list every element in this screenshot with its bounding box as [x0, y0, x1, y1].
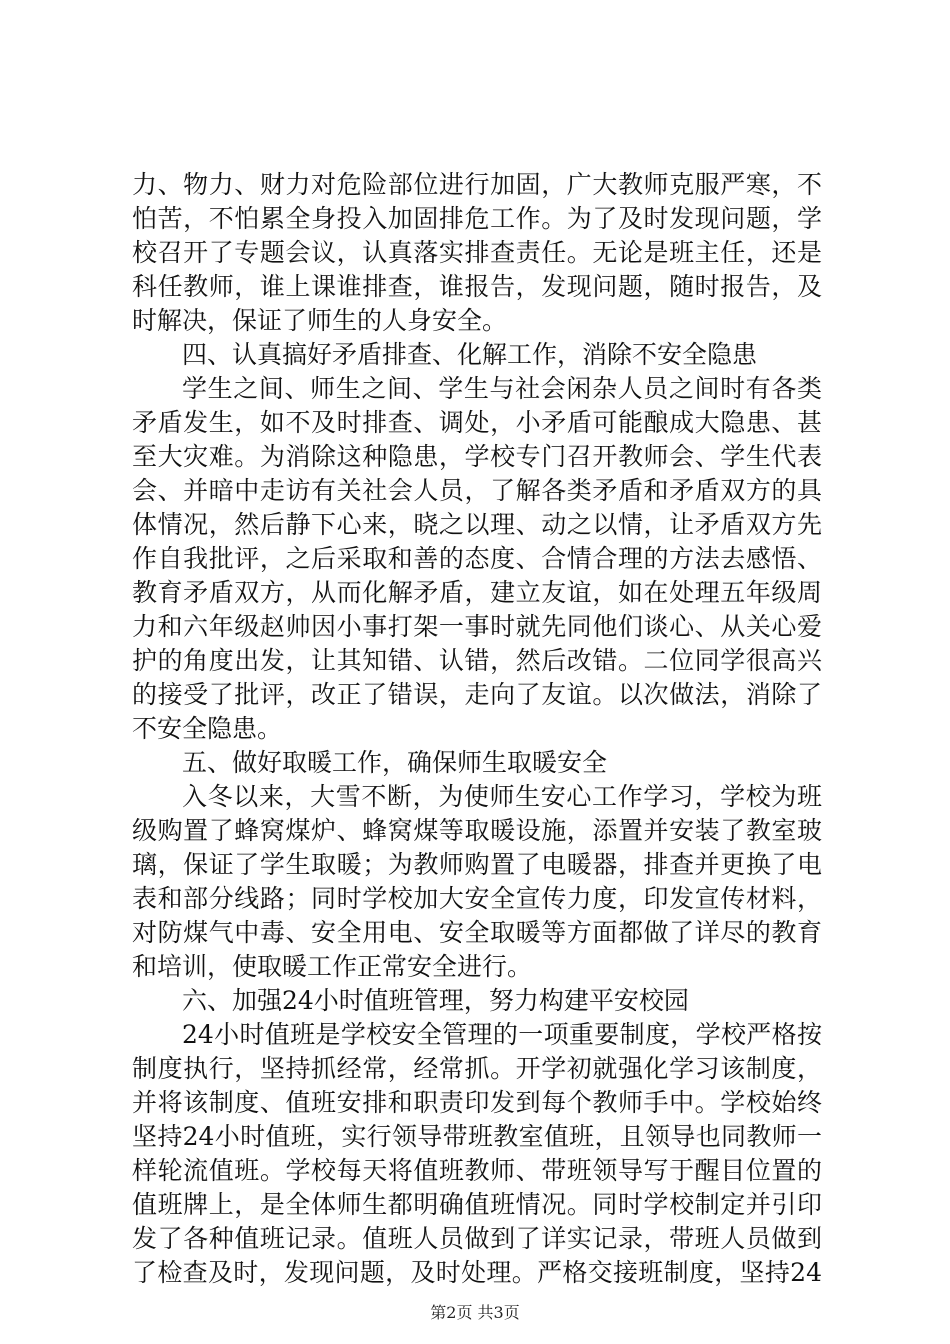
text-line: 力和六年级赵帅因小事打架一事时就先同他们谈心、从关心爱: [132, 612, 822, 641]
text-line: 教育矛盾双方，从而化解矛盾，建立友谊，如在处理五年级周: [132, 578, 822, 607]
section-heading-6: 六、加强24小时值班管理，努力构建平安校园: [182, 986, 689, 1015]
text-line: 制度执行，坚持抓经常，经常抓。开学初就强化学习该制度，: [132, 1054, 822, 1083]
text-line: 体情况，然后静下心来，晓之以理、动之以情，让矛盾双方先: [132, 510, 822, 539]
text-line: 会、并暗中走访有关社会人员，了解各类矛盾和矛盾双方的具: [132, 476, 822, 505]
text-line: 不安全隐患。: [132, 714, 283, 743]
text-line: 力、物力、财力对危险部位进行加固，广大教师克服严寒，不: [132, 170, 822, 199]
section-heading-5: 五、做好取暖工作，确保师生取暖安全: [182, 748, 608, 777]
text-line: 了检查及时，发现问题，及时处理。严格交接班制度，坚持24: [132, 1258, 822, 1287]
page-number-footer: 第2页 共3页: [430, 1303, 520, 1322]
text-line: 的接受了批评，改正了错误，走向了友谊。以次做法，消除了: [132, 680, 822, 709]
text-line: 作自我批评，之后采取和善的态度、合情合理的方法去感悟、: [132, 544, 822, 573]
text-line: 并将该制度、值班安排和职责印发到每个教师手中。学校始终: [132, 1088, 822, 1117]
text-line: 矛盾发生，如不及时排查、调处，小矛盾可能酿成大隐患、甚: [132, 408, 822, 437]
text-line: 校召开了专题会议，认真落实排查责任。无论是班主任，还是: [132, 238, 822, 267]
text-line: 怕苦，不怕累全身投入加固排危工作。为了及时发现问题，学: [132, 204, 822, 233]
text-line: 璃，保证了学生取暖；为教师购置了电暖器，排查并更换了电: [132, 850, 822, 879]
text-line: 值班牌上，是全体师生都明确值班情况。同时学校制定并引印: [132, 1190, 822, 1219]
text-line: 学生之间、师生之间、学生与社会闲杂人员之间时有各类: [182, 374, 822, 403]
text-line: 表和部分线路；同时学校加大安全宣传力度，印发宣传材料，: [132, 884, 822, 913]
text-line: 科任教师，谁上课谁排查，谁报告，发现问题，随时报告，及: [132, 272, 822, 301]
text-line: 对防煤气中毒、安全用电、安全取暖等方面都做了详尽的教育: [132, 918, 822, 947]
text-line: 入冬以来，大雪不断，为使师生安心工作学习，学校为班: [182, 782, 822, 811]
section-heading-4: 四、认真搞好矛盾排查、化解工作，消除不安全隐患: [182, 340, 758, 369]
text-line: 24小时值班是学校安全管理的一项重要制度，学校严格按: [182, 1020, 822, 1049]
text-line: 坚持24小时值班，实行领导带班教室值班，且领导也同教师一: [132, 1122, 822, 1151]
text-line: 时解决，保证了师生的人身安全。: [132, 306, 508, 335]
document-body: [132, 168, 822, 1290]
text-line: 样轮流值班。学校每天将值班教师、带班领导写于醒目位置的: [132, 1156, 822, 1185]
text-line: 护的角度出发，让其知错、认错，然后改错。二位同学很高兴: [132, 646, 822, 675]
text-line: 级购置了蜂窝煤炉、蜂窝煤等取暖设施，添置并安装了教室玻: [132, 816, 822, 845]
text-line: 和培训，使取暖工作正常安全进行。: [132, 952, 533, 981]
text-line: 发了各种值班记录。值班人员做到了详实记录，带班人员做到: [132, 1224, 822, 1253]
text-line: 至大灾难。为消除这种隐患，学校专门召开教师会、学生代表: [132, 442, 822, 471]
